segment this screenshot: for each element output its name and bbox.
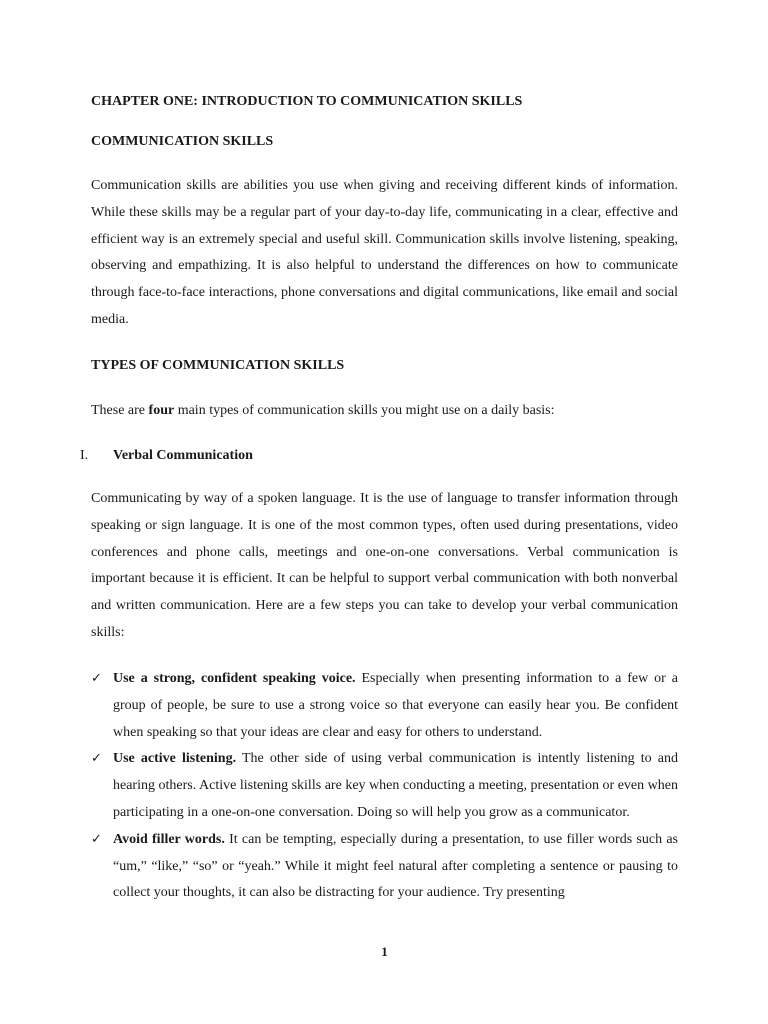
tip-text: Especially when presenting information to a few or a group of people, be sure to use a strong voice so that everyone can easily hear you. Be confident when speaking so that your ideas are clear and easy for others to understand. bbox=[113, 671, 678, 740]
list-item bbox=[91, 666, 678, 746]
section-heading-types: TYPES OF COMMUNICATION SKILLS bbox=[91, 358, 345, 373]
checkmark-icon: ✓ bbox=[91, 831, 102, 847]
list-item bbox=[91, 746, 678, 826]
tips-list bbox=[91, 666, 678, 907]
tip-title: Use active listening. bbox=[113, 751, 237, 767]
tip-title: Use a strong, confident speaking voice. bbox=[113, 671, 356, 686]
page-number: 1 bbox=[381, 944, 388, 959]
tip-text: The other side of using verbal communication is intently listening to and hearing others. Active listening skills are key when conducting a meeting, presentation or even when participating in a one-on-one conversation. Doing so will help you grow as a communicator. bbox=[113, 751, 678, 820]
subsection-body-verbal: Communicating by way of a spoken language. It is the use of language to transfer information through speaking or sign language. It is one of the most common types, often used during presentations, video conferences and phone calls, meetings and one-on-one conversations. Verbal communication is important because it is efficient. It can be helpful to support verbal communication with both nonverbal and written communication. Here are a few steps you can take to develop your verbal communication skills: bbox=[91, 491, 678, 640]
list-item bbox=[91, 827, 678, 907]
subsection-numeral: I. bbox=[80, 448, 89, 463]
document-page bbox=[80, 0, 678, 1024]
section-heading-communication-skills: COMMUNICATION SKILLS bbox=[91, 134, 274, 149]
section-body-communication-skills: Communication skills are abilities you use when giving and receiving different kinds of information. While these skills may be a regular part of your day-to-day life, communicating in a clear, effective and efficient way is an extremely special and useful skill. Communication skills involve listening, speaking, observing and empathizing. It is also helpful to understand the differences on how to communicate through face-to-face interactions, phone conversations and digital communications, like email and social media. bbox=[91, 178, 678, 327]
types-intro-after: main types of communication skills you might use on a daily basis: bbox=[174, 403, 555, 418]
types-intro-paragraph bbox=[91, 402, 555, 420]
chapter-title: CHAPTER ONE: INTRODUCTION TO COMMUNICATION SKILLS bbox=[91, 94, 523, 109]
checkmark-icon: ✓ bbox=[91, 751, 102, 767]
tip-title: Avoid filler words. bbox=[113, 831, 225, 847]
types-intro-count: four bbox=[148, 403, 175, 418]
types-intro-before: These are bbox=[91, 403, 149, 418]
checkmark-icon: ✓ bbox=[91, 671, 102, 686]
subsection-heading-verbal: Verbal Communication bbox=[113, 448, 253, 463]
tip-text: It can be tempting, especially during a presentation, to use filler words such as “um,” “like,” “so” or “yeah.” While it might feel natural after completing a sentence or pausing to collect your thoughts, it can also be distracting for your audience. Try presenting bbox=[113, 831, 678, 901]
